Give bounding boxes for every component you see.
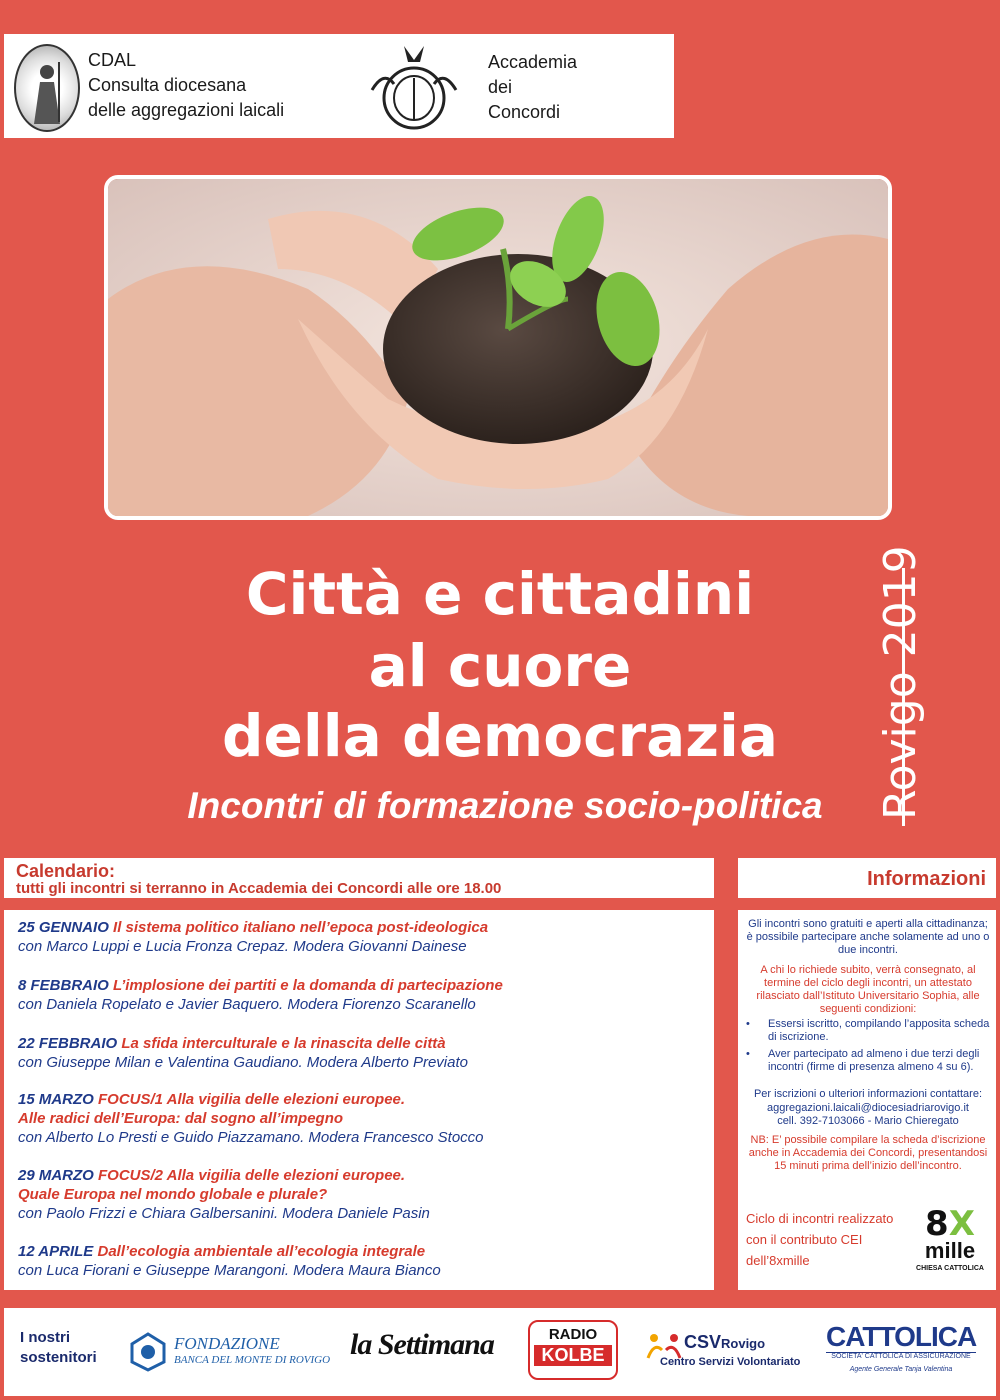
event-topic: Dall’ecologia ambientale all’ecologia integrale bbox=[97, 1243, 426, 1260]
cei-line3: dell’8xmille bbox=[746, 1253, 810, 1268]
event-date: 22 FEBBRAIO bbox=[18, 1035, 118, 1052]
crest-icon bbox=[364, 40, 464, 132]
info-paragraph-free: Gli incontri sono gratuiti e aperti alla cittadinanza; è possibile partecipare anche solamente ad uno o due incontri. bbox=[746, 918, 990, 956]
hero-photo bbox=[104, 175, 892, 520]
calendar-subtitle: tutti gli incontri si terranno in Accademia dei Concordi alle ore 18.00 bbox=[16, 880, 502, 897]
event-speakers: con Alberto Lo Presti e Guido Piazzamano. Modera Francesco Stocco bbox=[18, 1129, 484, 1146]
event-topic: Il sistema politico italiano nell’epoca post-ideologica bbox=[113, 919, 489, 936]
csv-city: Rovigo bbox=[721, 1336, 766, 1351]
fondazione-emblem-icon bbox=[128, 1332, 168, 1372]
info-title: Informazioni bbox=[867, 868, 986, 890]
info-header bbox=[738, 858, 996, 898]
logo-x: X bbox=[948, 1204, 975, 1244]
event-item bbox=[18, 1166, 430, 1223]
event-item bbox=[18, 1034, 468, 1072]
bullet-dot-icon: • bbox=[746, 1048, 750, 1060]
sponsor-csv-rovigo-logo bbox=[646, 1326, 801, 1376]
event-date: 12 APRILE bbox=[18, 1243, 94, 1260]
title-line-3: della democrazia bbox=[222, 702, 778, 770]
event-topic: FOCUS/2 Alla vigilia delle elezioni europee. bbox=[98, 1167, 406, 1184]
cei-contribution bbox=[746, 1208, 893, 1271]
sponsor-la-settimana-logo: la Settimana bbox=[350, 1328, 494, 1361]
sponsor-radio-kolbe-logo bbox=[528, 1320, 618, 1380]
subtitle: Incontri di formazione socio-politica bbox=[187, 785, 823, 826]
accademia-line3: Concordi bbox=[488, 102, 561, 122]
sponsors-label bbox=[20, 1328, 97, 1368]
fondazione-name: FONDAZIONE bbox=[174, 1334, 280, 1353]
info-email[interactable]: aggregazioni.laicali@diocesiadriarovigo.it bbox=[767, 1102, 969, 1114]
event-speakers: con Daniela Ropelato e Javier Baquero. Modera Fiorenzo Scaranello bbox=[18, 996, 476, 1013]
info-bullet bbox=[746, 1048, 990, 1074]
fondazione-sub: BANCA DEL MONTE DI ROVIGO bbox=[174, 1354, 331, 1366]
event-speakers: con Marco Luppi e Lucia Fronza Crepaz. Modera Giovanni Dainese bbox=[18, 938, 467, 955]
logo-eight: 8 bbox=[925, 1204, 949, 1244]
info-panel bbox=[738, 910, 996, 1290]
info-nb: NB: E’ possibile compilare la scheda d’iscrizione anche in Accademia dei Concordi, presentandosi 15 minuti prima dell’inizio dell’incontro. bbox=[748, 1134, 988, 1172]
csv-subtitle: Centro Servizi Volontariato bbox=[660, 1356, 801, 1368]
cei-line1: Ciclo di incontri realizzato bbox=[746, 1211, 894, 1226]
event-topic-line2: Quale Europa nel mondo globale e plurale? bbox=[18, 1186, 328, 1203]
accademia-line1: Accademia bbox=[488, 52, 578, 72]
sponsor-fondazione-logo bbox=[128, 1330, 331, 1374]
info-bullet bbox=[746, 1018, 990, 1044]
info-bullet-text: Aver partecipato ad almeno i due terzi degli incontri (firme di presenza almeno 4 su 6). bbox=[768, 1048, 980, 1073]
event-speakers: con Paolo Frizzi e Chiara Galbersanini. Modera Daniele Pasin bbox=[18, 1205, 430, 1222]
accademia-crest-logo bbox=[364, 40, 464, 132]
sponsors-label-line2: sostenitori bbox=[20, 1349, 97, 1366]
event-topic: La sfida interculturale e la rinascita delle città bbox=[121, 1035, 446, 1052]
accademia-text bbox=[488, 50, 577, 125]
rovigo-2019-vertical: Rovigo 2019 bbox=[875, 545, 926, 820]
sponsors-label-line1: I nostri bbox=[20, 1329, 71, 1346]
title-line-2: al cuore bbox=[368, 632, 632, 700]
accademia-line2: dei bbox=[488, 77, 513, 97]
cattolica-agent: Agente Generale Tanja Valentina bbox=[849, 1366, 953, 1373]
cdal-text bbox=[88, 48, 284, 123]
event-item bbox=[18, 918, 488, 956]
8xmille-logo bbox=[914, 1204, 986, 1275]
bishop-figure-icon bbox=[16, 46, 78, 130]
info-bullet-text: Essersi iscritto, compilando l’apposita scheda di iscrizione. bbox=[768, 1018, 990, 1043]
event-date: 8 FEBBRAIO bbox=[18, 977, 109, 994]
event-date: 25 GENNAIO bbox=[18, 919, 109, 936]
logo-chiesa: CHIESA CATTOLICA bbox=[916, 1265, 984, 1272]
cdal-line3: delle aggregazioni laicali bbox=[88, 100, 285, 120]
cattolica-name: CATTOLICA bbox=[826, 1321, 977, 1352]
logo-mille: mille bbox=[924, 1238, 976, 1263]
radio-text: RADIO bbox=[548, 1326, 598, 1343]
event-item bbox=[18, 1242, 441, 1280]
cdal-line2: Consulta diocesana bbox=[88, 75, 247, 95]
hands-with-seedling-image bbox=[108, 179, 888, 516]
event-speakers: con Giuseppe Milan e Valentina Gaudiano. Modera Alberto Previato bbox=[18, 1054, 468, 1071]
csv-text bbox=[684, 1332, 765, 1353]
cei-line2: con il contributo CEI bbox=[746, 1232, 863, 1247]
calendar-title: Calendario: bbox=[16, 861, 116, 881]
calendar-list bbox=[4, 910, 714, 1290]
cdal-name: CDAL bbox=[88, 50, 137, 70]
bullet-dot-icon: • bbox=[746, 1018, 750, 1030]
event-date: 29 MARZO bbox=[18, 1167, 94, 1184]
event-date: 15 MARZO bbox=[18, 1091, 94, 1108]
info-paragraph-certificate: A chi lo richiede subito, verrà consegnato, al termine del ciclo degli incontri, un attestato rilasciato dall’Istituto Universitario Sophia, alle seguenti condizioni: bbox=[756, 964, 980, 1015]
event-item bbox=[18, 976, 503, 1014]
cdal-seal-logo bbox=[14, 44, 80, 132]
sponsor-cattolica-logo bbox=[826, 1322, 976, 1373]
info-phone: cell. 392-7103066 - Mario Chieregato bbox=[777, 1115, 959, 1127]
header-banner bbox=[4, 34, 674, 138]
csv-abbr: CSV bbox=[684, 1332, 722, 1352]
sponsors-footer bbox=[4, 1308, 996, 1396]
info-contact-intro: Per iscrizioni o ulteriori informazioni contattare: bbox=[753, 1088, 983, 1100]
title-line-1: Città e cittadini bbox=[245, 560, 755, 628]
calendar-header bbox=[4, 858, 714, 898]
event-topic: L’implosione dei partiti e la domanda di partecipazione bbox=[113, 977, 503, 994]
cattolica-sub: SOCIETA' CATTOLICA DI ASSICURAZIONE bbox=[826, 1352, 976, 1360]
event-speakers: con Luca Fiorani e Giuseppe Marangoni. Modera Maura Bianco bbox=[18, 1262, 441, 1279]
kolbe-text: KOLBE bbox=[534, 1345, 612, 1366]
event-topic-line2: Alle radici dell’Europa: dal sogno all’impegno bbox=[18, 1110, 344, 1127]
event-topic: FOCUS/1 Alla vigilia delle elezioni europee. bbox=[98, 1091, 406, 1108]
event-item bbox=[18, 1090, 484, 1147]
